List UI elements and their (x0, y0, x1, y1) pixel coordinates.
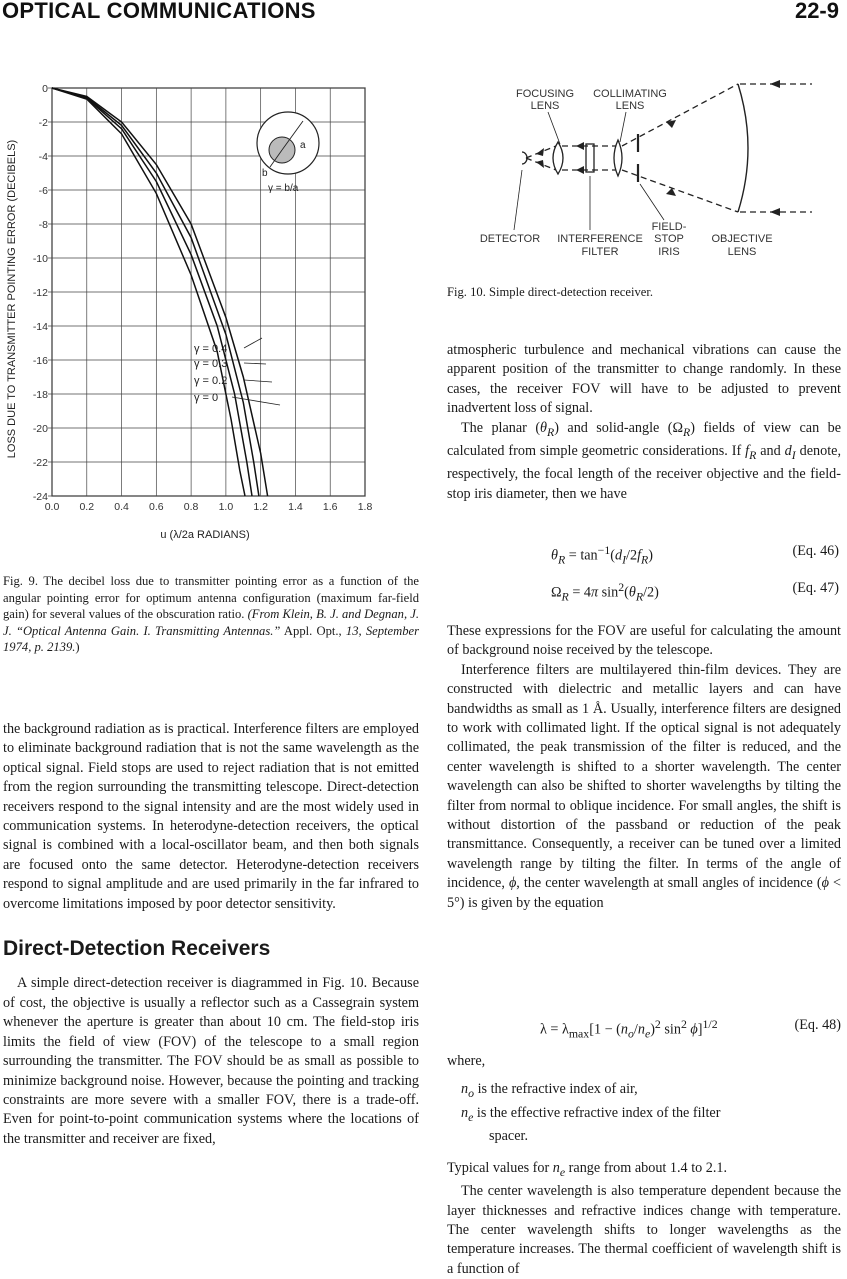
x-tick-label: 0.2 (79, 501, 95, 513)
x-tick-label: 1.2 (253, 501, 268, 513)
fig10-caption: Fig. 10. Simple direct-detection receiver. (447, 285, 653, 299)
y-tick-label: -4 (38, 151, 48, 163)
left-para-1: the background radiation as is practical. Interference filters are employed to eliminate background radiation that is not the same wavelength as the optical signal. Field stops are used to reject radiation that is not emitted from the region surrounding the transmitting telescope. Direct-detection receivers respond to the signal intensity and are the most widely used in communication systems. In heterodyne-detection receivers, the optical signal is combined with a local-oscillator beam, and then both signals are focused onto the same detector. Heterodyne-detection receivers respond to signal amplitude and are used primarily in the far infrared to overcome limitations imposed by poor detector sensitivity. (3, 721, 419, 912)
right-para-5-a: Typical values for (447, 1160, 553, 1176)
section-heading: Direct-Detection Receivers (3, 937, 271, 961)
x-tick-label: 1.4 (288, 501, 303, 513)
x-tick-label: 1.0 (218, 501, 234, 513)
right-para-6: The center wavelength is also temperature dependent because the layer thicknesses and refractive indices change with temperature. The center wavelength shifts to longer wavelengths as the temperature increases. The thermal coefficient of wavelength shift is a function of (447, 1183, 841, 1277)
y-tick-label: -12 (32, 287, 48, 299)
equation-48 (540, 1017, 841, 1041)
y-tick-labels (33, 83, 48, 503)
y-tick-label: 0 (42, 83, 48, 95)
label-field-2: STOP (654, 233, 684, 245)
def-n-o: $n_o$ is the refractive index of air, (461, 1081, 638, 1101)
left-column (3, 720, 419, 1149)
leader-04 (244, 338, 262, 348)
label-field-3: IRIS (658, 246, 680, 258)
x-tick-label: 1.8 (357, 501, 373, 513)
label-focusing-2: LENS (530, 100, 560, 112)
leader-fieldstop (640, 184, 664, 220)
label-focusing-1: FOCUSING (515, 88, 575, 100)
label-collimating-2: LENS (615, 100, 645, 112)
right-para-5: Typical values for $n_e$ range from about 1.4 to 2.1. (447, 1160, 728, 1179)
x-tick-label: 0.4 (114, 501, 129, 513)
antenna-inset (257, 112, 319, 194)
label-a: a (300, 140, 306, 151)
y-tick-label: -18 (32, 389, 48, 401)
label-gamma-03: γ = 0.3 (194, 358, 228, 370)
y-tick-label: -16 (32, 355, 48, 367)
series-labels (194, 338, 280, 405)
objective-lens-icon (738, 84, 748, 212)
equation-47 (551, 580, 841, 604)
y-tick-label: -2 (38, 117, 48, 129)
right-para-2: The planar $(\theta_R)$ and solid-angle $(\Omega_R)$ fields of view can be calculated from simple geometric considerations. If $f_R$ and $d_I$ denote, respectively, the focal length of the receiver objective and the field-stop iris diameter, then we have (447, 419, 841, 502)
label-gamma-02: γ = 0.2 (194, 375, 228, 387)
right-para-2-c: ) fields of view can be calculated from simple geometric considerations. If (447, 419, 841, 459)
eq47-number: (Eq. 47) (792, 580, 839, 596)
label-gamma-04: γ = 0.4 (194, 343, 228, 355)
eq46-formula: $\theta_R = \tan^{-1}(d_I/2f_R)$ (551, 543, 653, 567)
fig9-caption-cite: (From Klein, B. J. and Degnan, J. J. “Optical Antenna Gain. I. Transmitting Antennas.” (3, 607, 419, 638)
arrow-3-icon (576, 142, 584, 150)
y-axis-label: LOSS DUE TO TRANSMITTER POINTING ERROR (DECIBELS) (6, 139, 18, 459)
equation-46 (551, 543, 841, 567)
fig9-caption (3, 573, 419, 656)
right-para-4-a: Interference filters are multilayered thin-film devices. They are constructed with dielectric and metallic layers and can have bandwidths as small as 1 Å. Usually, interference filters are designed to work with collimated light. If the optical signal is not adequately collimated, the peak transmission of the filter is reduced, and the center wavelength is shifted to a shorter wavelength. The center wavelength can also be shifted to shorter wavelengths by tilting the filter from normal to oblique incidence. For small angles, the shift is without distortion of the passband or reduction of the peak transmittance. Consequently, a receiver can be tuned over a limited wavelength range by tilting the filter. In terms of the angle of incidence, (447, 661, 841, 892)
right-column-bottom (447, 1159, 841, 1279)
page-number: 22-9 (794, 0, 839, 23)
fig9-caption-vol: 13, September 1974, p. 2139. (3, 623, 420, 655)
x-axis-label: u (λ/2a RADIANS) (160, 529, 250, 541)
eq46-number: (Eq. 46) (792, 543, 839, 559)
right-para-1: atmospheric turbulence and mechanical vibrations can cause the apparent position of the transmitter to change randomly. In these cases, the receiver FOV will have to be adjusted to prevent inadvertent loss of signal. (447, 342, 841, 417)
def-n-e-text: is the effective refractive index of the filter (473, 1104, 721, 1121)
gamma-definition: γ = b/a (268, 183, 299, 194)
eq48-formula: $\lambda = \lambda_{max}[1 - (n_o/n_e)^2$ $\sin^2 \phi]^{1/2}$ (540, 1017, 718, 1041)
right-column-top (447, 341, 841, 504)
fig9-caption-end: ) (75, 640, 80, 655)
right-para-4-b: , the center wavelength at small angles of incidence ( (516, 875, 822, 892)
y-tick-label: -8 (38, 219, 48, 231)
left-para-2: A simple direct-detection receiver is diagrammed in Fig. 10. Because of cost, the objective is usually a reflector such as a Cassegrain system whenever the aperture is greater than about 10 cm. The field-stop iris limits the field of view (FOV) of the telescope to a small region surrounding the transmitter. The FOV should be as small as possible to minimize background noise. However, because the pointing and tracking constraints are more severe with a smaller FOV, there is a trade-off. Even for point-to-point communication systems where the locations of the transmitter and receiver are fixed, (3, 975, 419, 1147)
y-tick-label: -20 (32, 423, 48, 435)
label-field-1: FIELD- (651, 221, 687, 233)
y-tick-label: -24 (32, 491, 48, 503)
pointing-loss-chart (0, 74, 420, 544)
receiver-diagram (440, 74, 845, 274)
y-tick-label: -22 (32, 457, 48, 469)
y-tick-label: -6 (38, 185, 48, 197)
y-tick-label: -14 (32, 321, 48, 333)
right-para-5-b: range from about 1.4 to 2.1. (565, 1160, 728, 1176)
label-interference-1: INTERFERENCE (557, 233, 643, 245)
def-n-e: $n_e$ is the effective refractive index of the filter (461, 1104, 721, 1124)
arrow-7-icon (770, 80, 780, 88)
x-tick-label: 0.6 (149, 501, 164, 513)
eq48-number: (Eq. 48) (794, 1017, 841, 1033)
right-para-4: Interference filters are multilayered thin-film devices. They are constructed with dielectric and metallic layers and can have bandwidths as small as 1 Å. Usually, interference filters are designed to work with collimated light. If the optical signal is not adequately collimated, the peak transmission of the filter is reduced, and the center wavelength is shifted to a shorter wavelength. The center wavelength can also be shifted to shorter wavelengths by tilting the filter from normal to oblique incidence. For small angles, the shift is without distortion of the passband or reduction of the peak transmittance. Consequently, a receiver can be tuned over a limited wavelength range by tilting the filter. In terms of the angle of incidence, ϕ, the center wavelength at small angles of incidence (ϕ < 5°) is given by the equation (447, 661, 841, 911)
leader-03 (244, 363, 266, 364)
x-tick-label: 0.0 (44, 501, 60, 513)
beam-lower-c (622, 170, 738, 212)
fig9-caption-tail: Appl. Opt., (280, 623, 346, 638)
arrow-1-icon (536, 148, 544, 156)
arrow-8-icon (770, 208, 780, 216)
x-tick-labels (45, 501, 373, 513)
label-gamma-0: γ = 0 (194, 392, 219, 404)
arrow-2-icon (536, 160, 544, 168)
def-n-o-text: is the refractive index of air, (474, 1081, 638, 1098)
right-para-2-d: and (756, 442, 785, 459)
right-para-2-b: ) and solid-angle ( (554, 419, 673, 436)
label-objective-1: OBJECTIVE (711, 233, 773, 245)
label-interference-2: FILTER (581, 246, 619, 258)
right-para-2-e: denote, respectively, the focal length of the receiver objective and the field-stop iris diameter, then we have (447, 442, 841, 502)
label-objective-2: LENS (727, 246, 757, 258)
beam-arrows (536, 80, 780, 216)
variable-definitions (447, 1052, 841, 1146)
interference-filter-icon (586, 144, 594, 172)
where-label: where, (447, 1053, 486, 1069)
leader-0 (232, 397, 280, 405)
right-para-2-a: The planar ( (461, 419, 541, 436)
page-header (0, 0, 847, 30)
x-tick-label: 0.8 (183, 501, 199, 513)
right-column-mid (447, 622, 841, 913)
leader-02 (244, 380, 272, 382)
eq47-formula: $\Omega_R = 4\pi$ $\sin^2(\theta_R/2)$ (551, 580, 659, 604)
leader-detector (514, 170, 522, 230)
arrow-4-icon (576, 166, 584, 174)
fig9-caption-lead: Fig. 9. The decibel loss due to transmitter pointing error as a function of the angular pointing error for optimum antenna configuration (maximum far-field gain) for several values of the obscuration ratio. (3, 574, 419, 622)
right-para-3: These expressions for the FOV are useful for calculating the amount of background noise received by the telescope. (447, 623, 841, 659)
label-detector: DETECTOR (479, 233, 541, 245)
running-head: OPTICAL COMMUNICATIONS (2, 0, 316, 23)
label-collimating-1: COLLIMATING (593, 88, 667, 100)
def-n-e-cont: spacer. (489, 1127, 528, 1144)
right-para-4-c: < 5°) is given by the equation (447, 875, 841, 911)
leader-collimating (620, 112, 626, 142)
label-b: b (262, 168, 268, 179)
y-tick-label: -10 (32, 253, 48, 265)
x-tick-label: 1.6 (322, 501, 338, 513)
leader-focusing (548, 112, 560, 144)
